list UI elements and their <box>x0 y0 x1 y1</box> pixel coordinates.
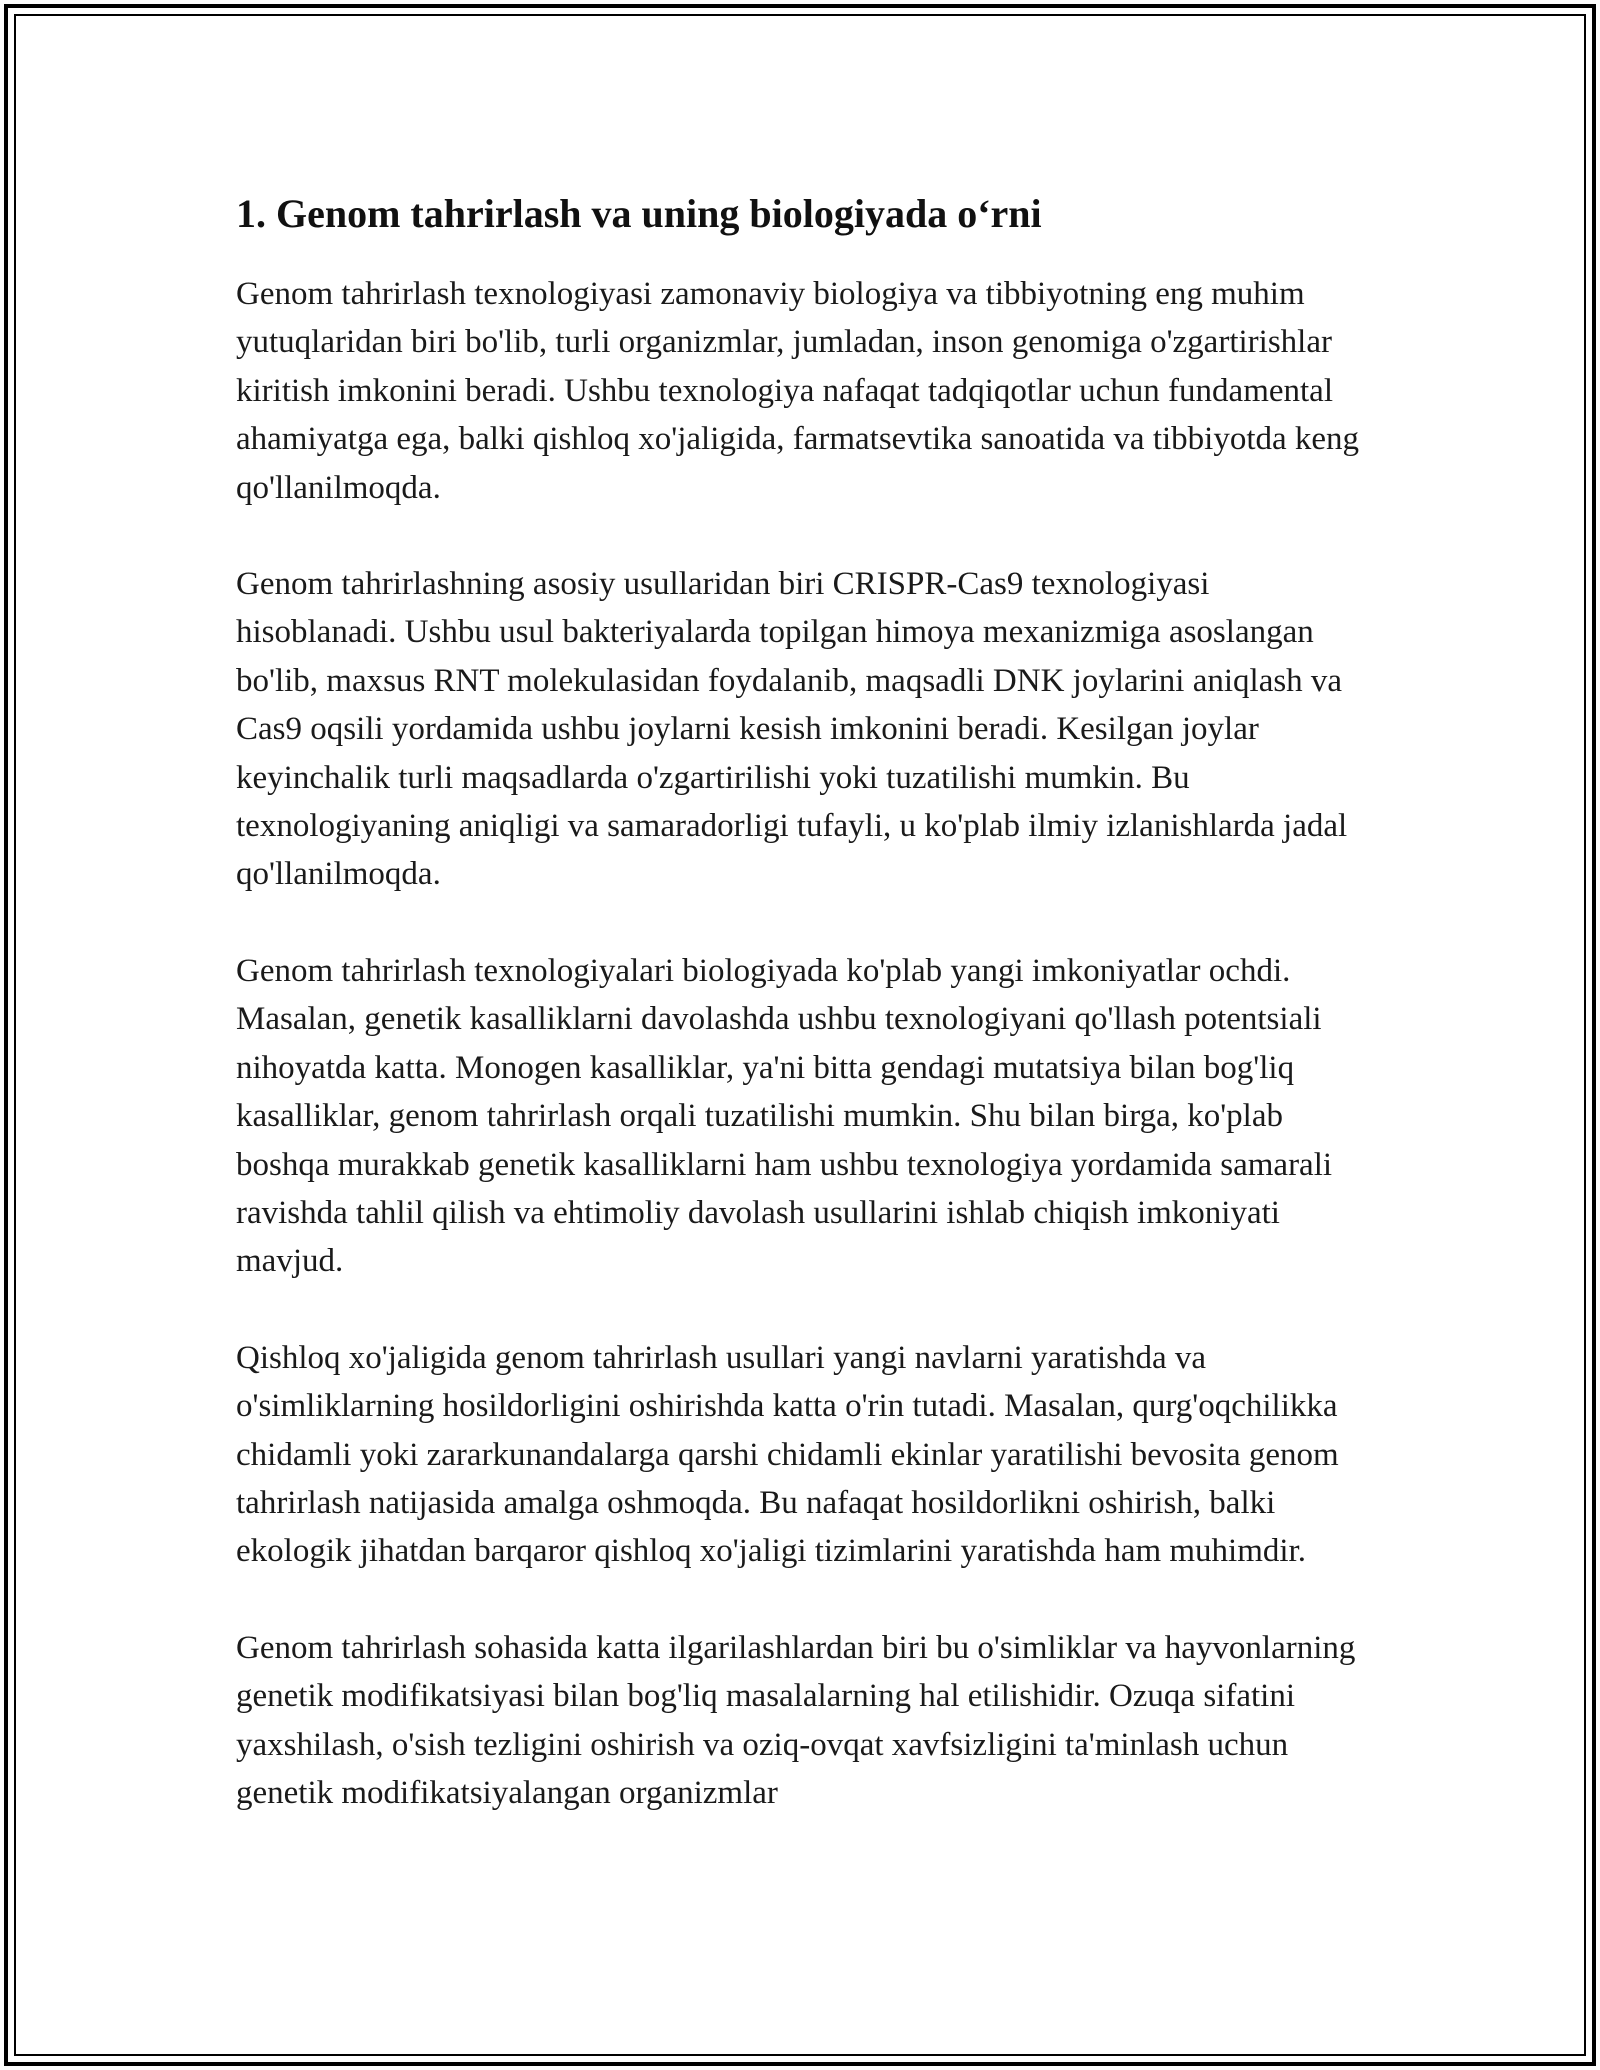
paragraph-crispr: Genom tahrirlashning asosiy usullaridan biri CRISPR-Cas9 texnologiyasi hisoblanadi. Ushbu usul bakteriyalarda topilgan himoya mexanizmiga asoslangan bo'lib, maxsus RNT molekulasidan foydalanib, maqsadli DNK joylarini aniqlash va Cas9 oqsili yordamida ushbu joylarni kesish imkonini beradi. Kesilgan joylar keyinchalik turli maqsadlarda o'zgartirilishi yoki tuzatilishi mumkin. Bu texnologiyaning aniqligi va samaradorligi tufayli, u ko'plab ilmiy izlanishlarda jadal qo'llanilmoqda. <box>236 566 1348 893</box>
document-body <box>236 184 1366 1865</box>
section-heading: 1. Genom tahrirlash va uning biologiyada o‘rni <box>236 191 1042 236</box>
paragraph-agriculture: Qishloq xo'jaligida genom tahrirlash usullari yangi navlarni yaratishda va o'simliklarning hosildorligini oshirishda katta o'rin tutadi. Masalan, qurg'oqchilikka chidamli yoki zararkunandalarga qarshi chidamli ekinlar yaratilishi bevosita genom tahrirlash natijasida amalga oshmoqda. Bu nafaqat hosildorlikni oshirish, balki ekologik jihatdan barqaror qishloq xo'jaligi tizimlarini yaratishda ham muhimdir. <box>236 1339 1339 1570</box>
paragraph-intro: Genom tahrirlash texnologiyasi zamonaviy biologiya va tibbiyotning eng muhim yutuqlaridan biri bo'lib, turli organizmlar, jumladan, inson genomiga o'zgartirishlar kiritish imkonini beradi. Ushbu texnologiya nafaqat tadqiqotlar uchun fundamental ahamiyatga ega, balki qishloq xo'jaligida, farmatsevtika sanoatida va tibbiyotda keng qo'llanilmoqda. <box>236 276 1360 506</box>
paragraph-medicine: Genom tahrirlash texnologiyalari biologiyada ko'plab yangi imkoniyatlar ochdi. Masalan, genetik kasalliklarni davolashda ushbu texnologiyani qo'llash potentsiali nihoyatda katta. Monogen kasalliklar, ya'ni bitta gendagi mutatsiya bilan bog'liq kasalliklar, genom tahrirlash orqali tuzatilishi mumkin. Shu bilan birga, ko'plab boshqa murakkab genetik kasalliklarni ham ushbu texnologiya yordamida samarali ravishda tahlil qilish va ehtimoliy davolash usullarini ishlab chiqish imkoniyati mavjud. <box>236 952 1333 1280</box>
paragraph-modification: Genom tahrirlash sohasida katta ilgarilashlardan biri bu o'simliklar va hayvonlarning genetik modifikatsiyasi bilan bog'liq masalalarning hal etilishidir. Ozuqa sifatini yaxshilash, o'sish tezligini oshirish va oziq-ovqat xavfsizligini ta'minlash uchun genetik modifikatsiyalangan organizmlar <box>236 1629 1356 1811</box>
